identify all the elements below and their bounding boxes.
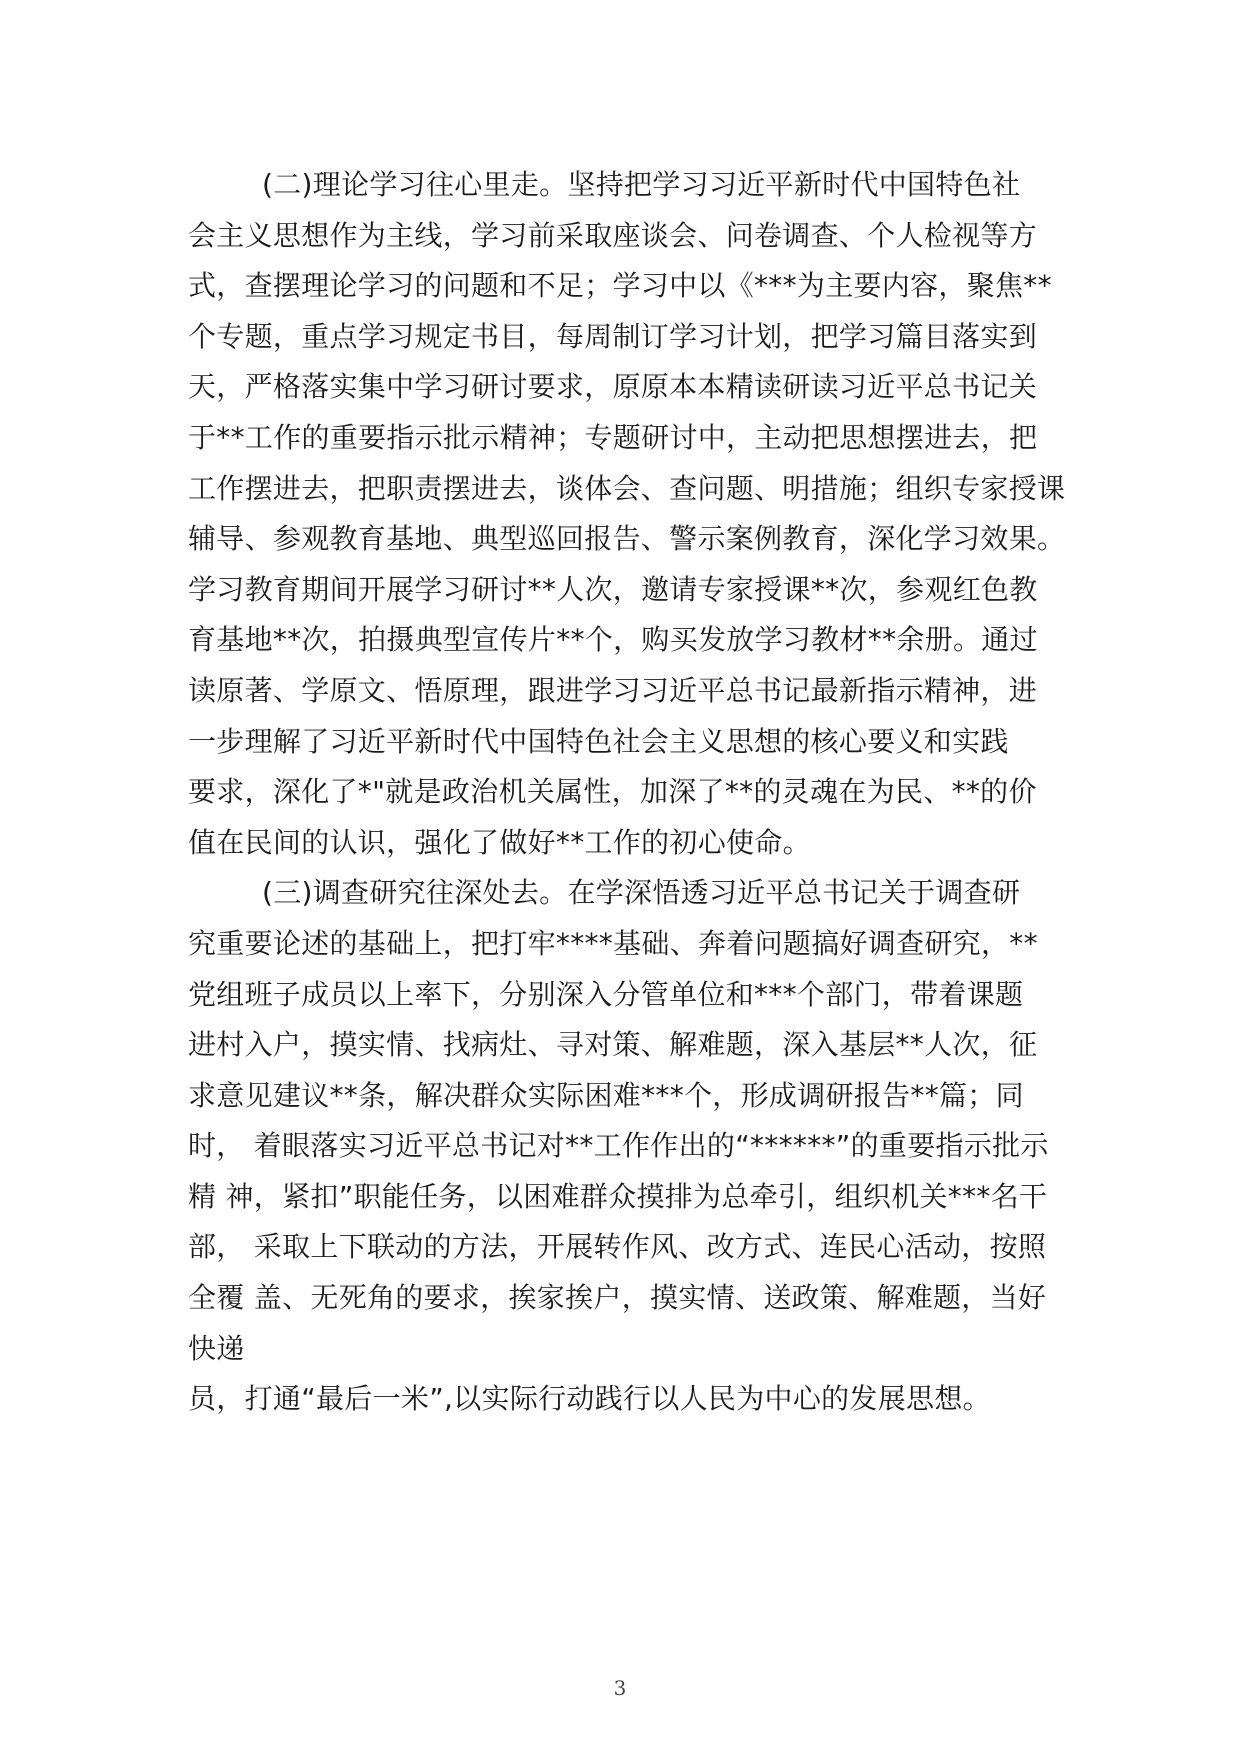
text-line: 辅导、参观教育基地、典型巡回报告、警示案例教育，深化学习效果。 [188, 522, 1066, 556]
text-line: (二)理论学习往心里走。坚持把学习习近平新时代中国特色社 [262, 168, 1021, 201]
text-line: 进村入户，摸实情、找病灶、寻对策、解难题，深入基层**人次，征 [188, 1028, 1038, 1062]
text-line: 时， 着眼落实习近平总书记对**工作作出的“******”的重要指示批示 [188, 1129, 1049, 1163]
text-line: 个专题，重点学习规定书目，每周制订学习计划，把学习篇目落实到 [188, 319, 1038, 353]
paragraph-theory-study [188, 160, 1068, 868]
page-number: 3 [613, 1676, 627, 1700]
text-line: 于**工作的重要指示批示精神；专题研讨中，主动把思想摆进去，把 [188, 420, 1038, 454]
text-line: 读原著、学原文、悟原理，跟进学习习近平总书记最新指示精神，进 [188, 673, 1038, 707]
text-line: 值在民间的认识，强化了做好**工作的初心使命。 [188, 825, 811, 859]
text-line: 一步理解了习近平新时代中国特色社会主义思想的核心要义和实践 [188, 724, 1009, 758]
text-line: 式，查摆理论学习的问题和不足；学习中以《***为主要内容，聚焦** [188, 269, 1052, 303]
text-line: 党组班子成员以上率下，分别深入分管单位和***个部门，带着课题 [188, 977, 1024, 1011]
text-line: 部， 采取上下联动的方法，开展转作风、改方式、连民心活动，按照 [188, 1230, 1047, 1264]
text-line: 求意见建议**条，解决群众实际困难***个，形成调研报告**篇；同 [188, 1078, 1024, 1112]
paragraph-field-research [188, 868, 1068, 1425]
text-line: 学习教育期间开展学习研讨**人次，邀请专家授课**次，参观红色教 [188, 572, 1038, 606]
text-line: 员，打通“最后一米”,以实际行动践行以人民为中心的发展思想。 [188, 1382, 991, 1416]
text-line: 要求，深化了*"就是政治机关属性，加深了**的灵魂在为民、**的价 [188, 775, 1037, 809]
text-line: 快递 [188, 1331, 245, 1365]
text-line: 全覆 盖、无死角的要求，挨家挨户，摸实情、送政策、解难题，当好 [188, 1281, 1047, 1315]
text-line: 工作摆进去，把职责摆进去，谈体会、查问题、明措施；组织专家授课 [188, 471, 1066, 505]
text-line: 育基地**次，拍摄典型宣传片**个，购买发放学习教材**余册。通过 [188, 623, 1038, 657]
text-line: 精 神，紧扣”职能任务，以困难群众摸排为总牵引，组织机关***名干 [188, 1179, 1048, 1213]
document-body [188, 160, 1068, 1425]
text-line: 会主义思想作为主线，学习前采取座谈会、问卷调查、个人检视等方 [188, 218, 1038, 252]
text-line: (三)调查研究往深处去。在学深悟透习近平总书记关于调查研 [262, 876, 1021, 910]
text-line: 究重要论述的基础上，把打牢****基础、奔着问题搞好调查研究，** [188, 926, 1038, 960]
text-line: 天，严格落实集中学习研讨要求，原原本本精读研读习近平总书记关 [188, 370, 1038, 404]
